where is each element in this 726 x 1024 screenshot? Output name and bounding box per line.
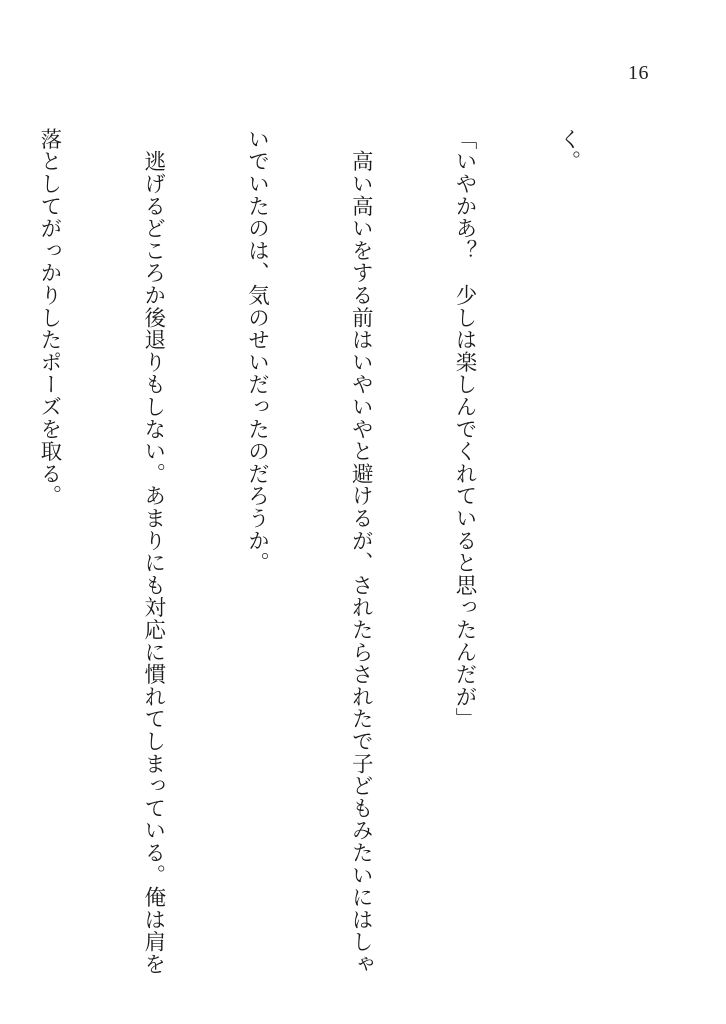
text-column: 「いやかあ？ 少しは楽しんでくれていると思ったんだが」 [452, 128, 478, 731]
text-column: 高い高いをする前はいやいやと避けるが、されたらされたで子どもみたいにはしゃ [348, 128, 374, 976]
text-column: 落としてがっかりしたポーズを取る。 [36, 128, 62, 508]
vertical-body-text [36, 128, 654, 976]
text-column: く。 [555, 128, 581, 173]
page-number: 16 [628, 62, 649, 84]
text-column: いでいたのは、気のせいだったのだろうか。 [244, 128, 270, 574]
text-column: 逃げるどころか後退りもしない。あまりにも対応に慣れてしまっている。俺は肩を [140, 128, 166, 976]
